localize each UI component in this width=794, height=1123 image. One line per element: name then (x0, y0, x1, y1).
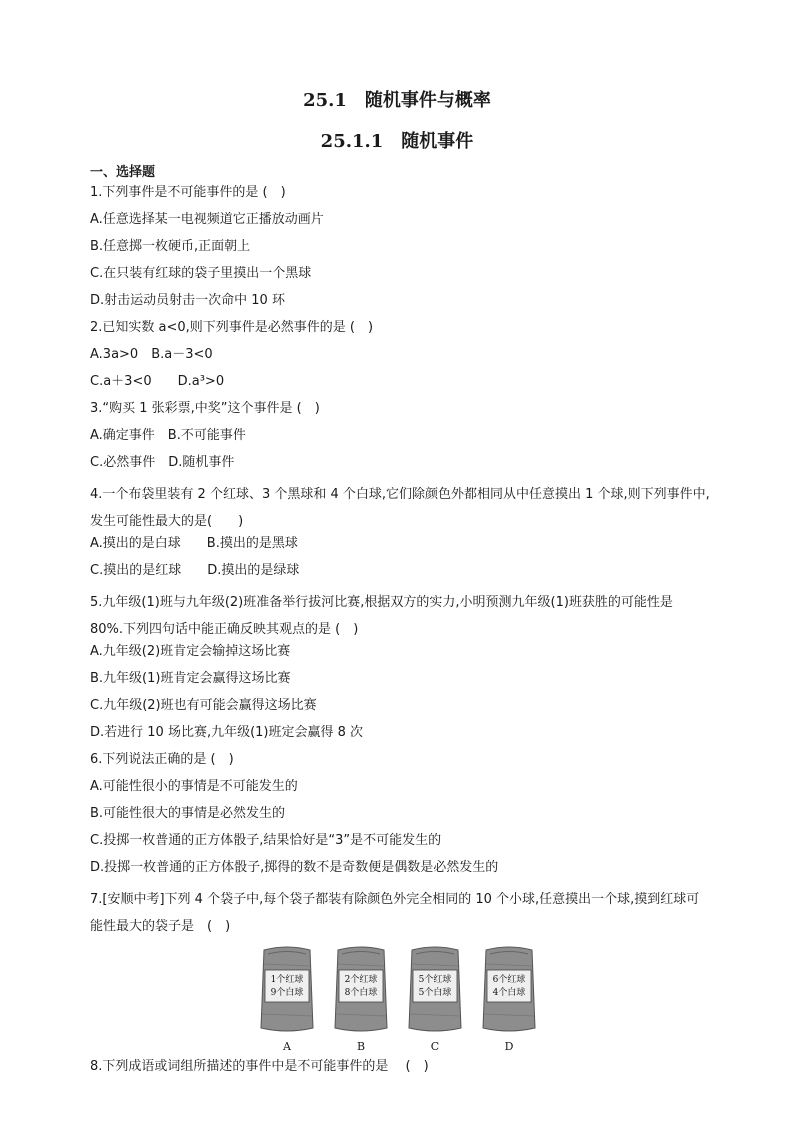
bag-a (256, 944, 318, 1053)
bag-figure (90, 940, 710, 1058)
question-4-stem: 4.一个布袋里装有 2 个红球、3 个黑球和 4 个白球,它们除颜色外都相同从中任意摸出 1 个球,则下列事件中,发生可能性最大的是( ) (90, 487, 710, 529)
question-6-option-a: A.可能性很小的事情是不可能发生的 (90, 779, 298, 794)
bag-b-red-count: 2个红球 (344, 975, 378, 985)
question-1-option-c: C.在只装有红球的袋子里摸出一个黑球 (90, 266, 312, 281)
bag-b (330, 944, 392, 1053)
subsection-title: 25.1.1 随机事件 (320, 131, 474, 152)
bag-a-white-count: 9个白球 (270, 988, 304, 998)
question-6-stem: 6.下列说法正确的是 ( ) (90, 752, 234, 767)
question-list (90, 184, 710, 1085)
bag-d-red-count: 6个红球 (492, 975, 526, 985)
question-1-option-d: D.射击运动员射击一次命中 10 环 (90, 293, 285, 308)
question-5-option-b: B.九年级(1)班肯定会赢得这场比赛 (90, 671, 291, 686)
question-4-options-ab: A.摸出的是白球 B.摸出的是黑球 (90, 536, 298, 551)
question-6-option-c: C.投掷一枚普通的正方体骰子,结果恰好是“3”是不可能发生的 (90, 833, 442, 848)
question-3-options-ab: A.确定事件 B.不可能事件 (90, 428, 246, 443)
bag-c-red-count: 5个红球 (418, 975, 452, 985)
question-1-stem: 1.下列事件是不可能事件的是 ( ) (90, 185, 286, 200)
question-4-options-cd: C.摸出的是红球 D.摸出的是绿球 (90, 563, 300, 578)
question-5-stem: 5.九年级(1)班与九年级(2)班准备举行拔河比赛,根据双方的实力,小明预测九年级(1)班获胜的可能性是 80%.下列四句话中能正确反映其观点的是 ( ) (90, 595, 673, 637)
question-2-stem: 2.已知实数 a<0,则下列事件是必然事件的是 ( ) (90, 320, 374, 335)
question-5-option-c: C.九年级(2)班也有可能会赢得这场比赛 (90, 698, 317, 713)
question-2-options-cd: C.a＋3<0 D.a³>0 (90, 374, 225, 389)
question-8-stem: 8.下列成语或词组所描述的事件中是不可能事件的是 ( ) (90, 1059, 429, 1074)
section-title: 25.1 随机事件与概率 (303, 90, 491, 111)
question-6-option-b: B.可能性很大的事情是必然发生的 (90, 806, 286, 821)
bag-d (478, 944, 540, 1053)
question-6-option-d: D.投掷一枚普通的正方体骰子,掷得的数不是奇数便是偶数是必然发生的 (90, 860, 499, 875)
question-2-options-ab: A.3a>0 B.a－3<0 (90, 347, 213, 362)
bag-c-white-count: 5个白球 (418, 988, 452, 998)
bag-a-red-count: 1个红球 (270, 975, 304, 985)
bag-c (404, 944, 466, 1053)
question-7-stem: 7.[安顺中考]下列 4 个袋子中,每个袋子都装有除颜色外完全相同的 10 个小球,任意摸出一个球,摸到红球可能性最大的袋子是 ( ) (90, 892, 700, 934)
question-5-option-d: D.若进行 10 场比赛,九年级(1)班定会赢得 8 次 (90, 725, 364, 740)
bag-a-label: A (283, 1040, 291, 1053)
question-5-option-a: A.九年级(2)班肯定会输掉这场比赛 (90, 644, 291, 659)
question-1-option-b: B.任意掷一枚硬币,正面朝上 (90, 239, 251, 254)
question-type-heading: 一、选择题 (90, 165, 156, 180)
bag-d-label: D (504, 1040, 514, 1053)
question-3-options-cd: C.必然事件 D.随机事件 (90, 455, 235, 470)
bag-b-white-count: 8个白球 (344, 988, 378, 998)
bag-d-white-count: 4个白球 (492, 988, 526, 998)
question-3-stem: 3.“购买 1 张彩票,中奖”这个事件是 ( ) (90, 401, 320, 416)
bag-c-label: C (430, 1040, 440, 1053)
bag-b-label: B (356, 1040, 366, 1053)
question-1-option-a: A.任意选择某一电视频道它正播放动画片 (90, 212, 324, 227)
